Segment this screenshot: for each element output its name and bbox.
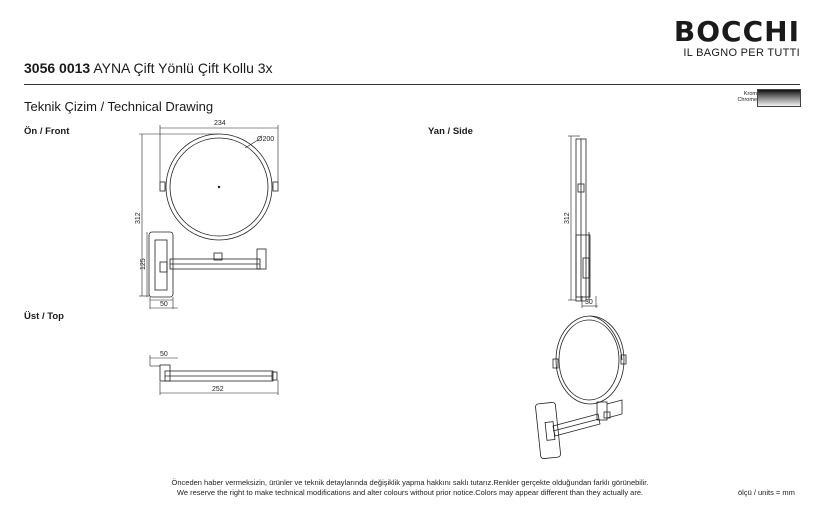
side-view-drawing	[576, 139, 590, 301]
finish-label-en: Chrome	[737, 97, 757, 103]
front-dimension-lines	[139, 125, 278, 309]
finish-label-tr: Krom	[743, 91, 757, 97]
dim-front-width: 234	[214, 120, 226, 127]
dim-side-height: 312	[564, 212, 571, 224]
dim-side-depth: 30	[585, 299, 593, 306]
product-name: AYNA Çift Yönlü Çift Kollu 3x	[93, 60, 273, 76]
product-code: 3056 0013	[24, 60, 91, 76]
view-label-top: Üst / Top	[24, 311, 64, 322]
brand-tagline: IL BAGNO PER TUTTI	[683, 47, 800, 59]
isometric-view-drawing	[535, 316, 626, 459]
disclaimer-tr: Önceden haber vermeksizin, ürünler ve teknik detaylarında değişiklik yapma hakkını saklı tutarız.Renkler gerçekte olduğundan farklı görünebilir.	[171, 478, 649, 487]
disclaimer	[100, 478, 720, 498]
dim-top-plate: 50	[160, 351, 168, 358]
top-view-drawing	[160, 365, 277, 381]
disclaimer-en: We reserve the right to make technical modifications and alter colours without prior notice.Colors may appear different than they actually are.	[176, 488, 644, 497]
dim-top-length: 252	[212, 386, 224, 393]
brand-name: BOCCHI	[673, 15, 800, 48]
units-note: ölçü / units = mm	[738, 488, 795, 497]
dim-front-plate-height: 125	[140, 258, 147, 270]
view-label-side: Yan / Side	[428, 126, 473, 137]
side-dimension-lines	[568, 136, 598, 308]
dim-front-diameter: Ø200	[257, 136, 275, 143]
dim-front-height: 312	[135, 212, 142, 224]
dim-front-plate-width: 50	[160, 301, 168, 308]
view-label-front: Ön / Front	[24, 126, 70, 137]
front-view-drawing	[149, 134, 278, 297]
section-title: Teknik Çizim / Technical Drawing	[24, 99, 214, 114]
